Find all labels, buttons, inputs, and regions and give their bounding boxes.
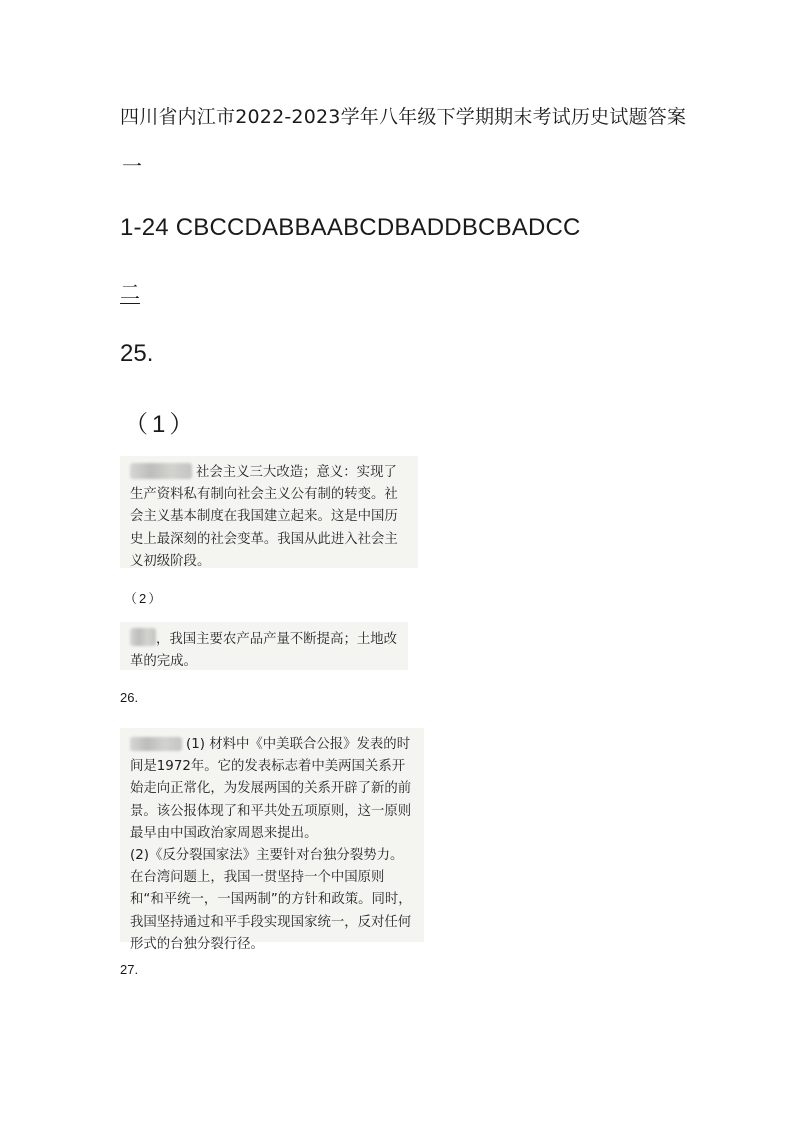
multiple-choice-answers: 1-24 CBCCDABBAABCDBADDBCBADCC xyxy=(120,214,581,241)
question-25-part-2-label: （2） xyxy=(124,591,164,606)
section-one-heading: 一 xyxy=(122,154,142,178)
document-title: 四川省内江市2022-2023学年八年级下学期期末考试历史试题答案 xyxy=(120,106,687,128)
answer-photo-25-1 xyxy=(120,456,418,568)
question-26-label: 26. xyxy=(120,690,139,705)
answer-text-25-2: ，我国主要农产品产量不断提高；土地改革的完成。 xyxy=(130,632,398,670)
question-27-label: 27. xyxy=(120,962,139,977)
section-two-heading: 二 xyxy=(120,280,140,304)
redacted-blur xyxy=(130,628,156,646)
answer-photo-25-2 xyxy=(120,622,408,670)
answer-photo-26 xyxy=(120,728,424,952)
answer-text-26-1: (1) 材料中《中美联合公报》发表的时间是1972年。它的发表标志着中美两国关系开始走向正常化，为发展两国的关系开辟了新的前景。该公报体现了和平共处五项原则，这一原则最早由中国政治家周恩来提出。 xyxy=(130,737,412,841)
question-25-part-1-label: （1） xyxy=(124,411,198,438)
redacted-blur xyxy=(130,463,192,479)
answer-text-25-1: 社会主义三大改造；意义：实现了生产资料私有制向社会主义公有制的转变。社会主义基本制度在我国建立起来。这是中国历史上最深刻的社会变革。我国从此进入社会主义初级阶段。 xyxy=(130,465,398,569)
redacted-blur xyxy=(130,737,182,751)
answer-text-26-2: (2)《反分裂国家法》主要针对台独分裂势力。在台湾问题上，我国一贯坚持一个中国原则和“和平统一，一国两制”的方针和政策。同时，我国坚持通过和平手段实现国家统一，反对任何形式的台独分裂行径。 xyxy=(130,848,412,952)
question-25-label: 25. xyxy=(120,340,154,367)
